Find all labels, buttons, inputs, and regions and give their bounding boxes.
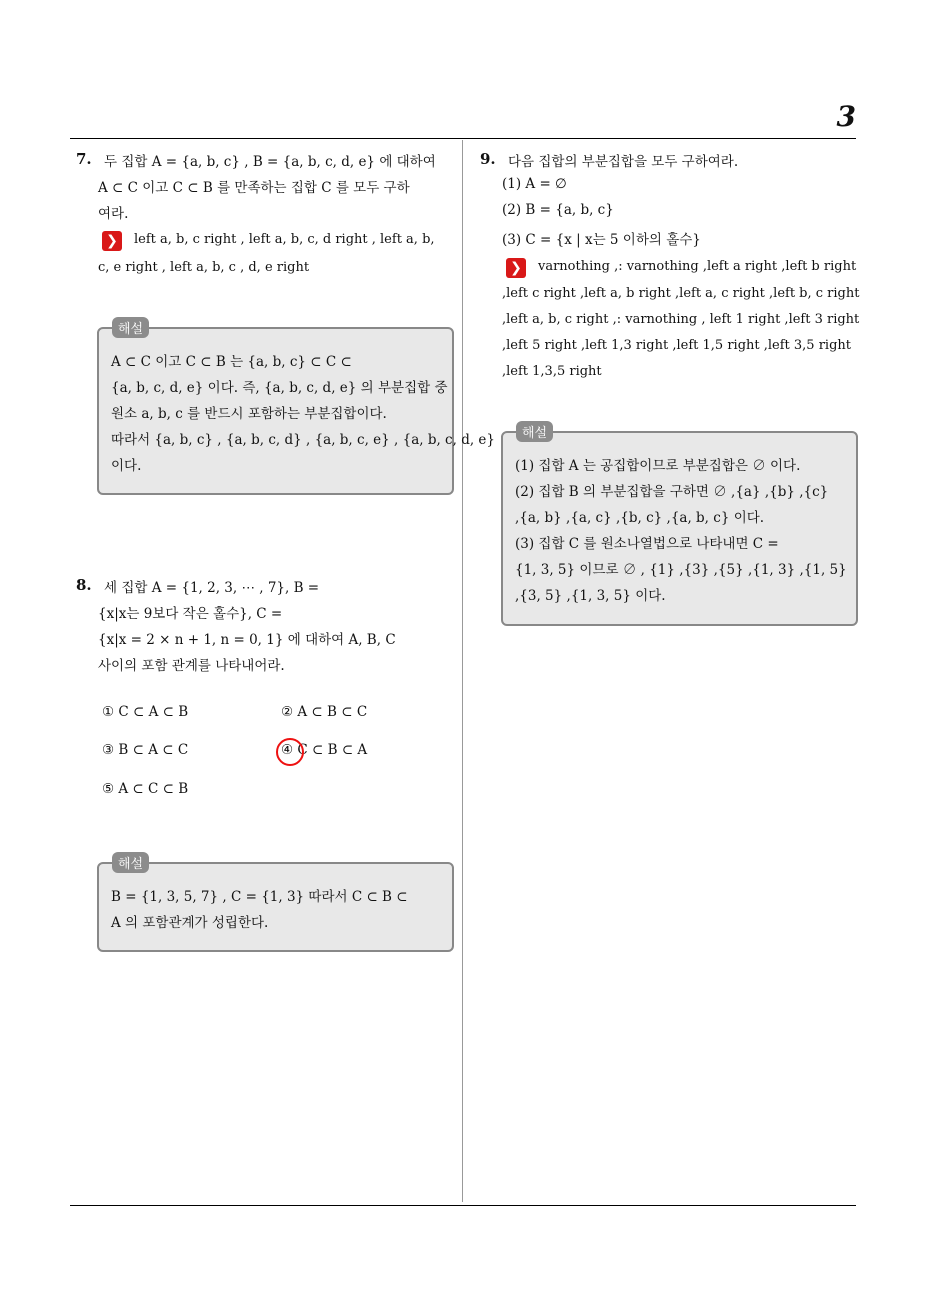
- sub-question: (2) B = {a, b, c}: [502, 202, 614, 218]
- explanation-line: (2) 집합 B 의 부분집합을 구하면 ∅ ,{a} ,{b} ,{c}: [515, 484, 829, 500]
- explanation-line: 원소 a, b, c 를 반드시 포함하는 부분집합이다.: [111, 406, 387, 422]
- choice-4[interactable]: ④ C ⊂ B ⊂ A: [281, 742, 368, 758]
- explanation-line: 이다.: [111, 458, 142, 474]
- question-text-line: 사이의 포함 관계를 나타내어라.: [98, 658, 285, 674]
- explanation-line: ,{3, 5} ,{1, 3, 5} 이다.: [515, 588, 666, 604]
- question-text-line: {x|x = 2 × n + 1, n = 0, 1} 에 대하여 A, B, C: [98, 632, 396, 648]
- question-number: 8.: [76, 576, 92, 594]
- page-number: 3: [836, 100, 856, 133]
- footer-rule: [70, 1205, 856, 1206]
- answer-line: ,left 1,3,5 right: [502, 364, 602, 379]
- column-divider: [462, 140, 463, 1202]
- answer-line: ,left 5 right ,left 1,3 right ,left 1,5 right ,left 3,5 right: [502, 338, 851, 353]
- question-text-line: 다음 집합의 부분집합을 모두 구하여라.: [508, 154, 739, 170]
- question-text-line: 세 집합 A = {1, 2, 3, ⋯ , 7}, B =: [104, 580, 320, 596]
- explanation-line: {a, b, c, d, e} 이다. 즉, {a, b, c, d, e} 의 부분집합 중: [111, 380, 448, 396]
- explanation-line: A 의 포함관계가 성립한다.: [111, 915, 269, 931]
- arrow-right-icon: ❯: [506, 258, 526, 278]
- explanation-box: [97, 862, 454, 952]
- question-number: 9.: [480, 150, 496, 168]
- sub-question: (3) C = {x | x는 5 이하의 홀수}: [502, 232, 701, 248]
- question-text-line: A ⊂ C 이고 C ⊂ B 를 만족하는 집합 C 를 모두 구하: [98, 180, 410, 196]
- question-text-line: 두 집합 A = {a, b, c} , B = {a, b, c, d, e} 에 대하여: [104, 154, 436, 170]
- explanation-line: A ⊂ C 이고 C ⊂ B 는 {a, b, c} ⊂ C ⊂: [111, 354, 352, 370]
- choice-1[interactable]: ① C ⊂ A ⊂ B: [102, 704, 189, 720]
- explanation-label: 해설: [112, 317, 149, 338]
- question-text-line: {x|x는 9보다 작은 홀수}, C =: [98, 606, 283, 622]
- explanation-label: 해설: [516, 421, 553, 442]
- answer-line: c, e right , left a, b, c , d, e right: [98, 260, 310, 275]
- choice-3[interactable]: ③ B ⊂ A ⊂ C: [102, 742, 189, 758]
- choice-5[interactable]: ⑤ A ⊂ C ⊂ B: [102, 781, 189, 797]
- explanation-line: {1, 3, 5} 이므로 ∅ , {1} ,{3} ,{5} ,{1, 3} ,{1, 5}: [515, 562, 847, 578]
- selected-answer-circle: [276, 738, 304, 766]
- explanation-label: 해설: [112, 852, 149, 873]
- explanation-line: 따라서 {a, b, c} , {a, b, c, d} , {a, b, c, e} , {a, b, c, d, e}: [111, 432, 496, 448]
- explanation-line: ,{a, b} ,{a, c} ,{b, c} ,{a, b, c} 이다.: [515, 510, 765, 526]
- header-rule: [70, 138, 856, 139]
- arrow-right-icon: ❯: [102, 231, 122, 251]
- question-text-line: 여라.: [98, 206, 129, 222]
- answer-line: ,left a, b, c right ,: varnothing , left 1 right ,left 3 right: [502, 312, 860, 327]
- explanation-line: B = {1, 3, 5, 7} , C = {1, 3} 따라서 C ⊂ B ⊂: [111, 889, 408, 905]
- answer-line: ,left c right ,left a, b right ,left a, c right ,left b, c right: [502, 286, 860, 301]
- sub-question: (1) A = ∅: [502, 176, 567, 192]
- question-number: 7.: [76, 150, 92, 168]
- explanation-line: (3) 집합 C 를 원소나열법으로 나타내면 C =: [515, 536, 779, 552]
- answer-line: left a, b, c right , left a, b, c, d right , left a, b,: [134, 232, 435, 247]
- choice-2[interactable]: ② A ⊂ B ⊂ C: [281, 704, 368, 720]
- explanation-line: (1) 집합 A 는 공집합이므로 부분집합은 ∅ 이다.: [515, 458, 801, 474]
- answer-line: varnothing ,: varnothing ,left a right ,left b right: [538, 259, 857, 274]
